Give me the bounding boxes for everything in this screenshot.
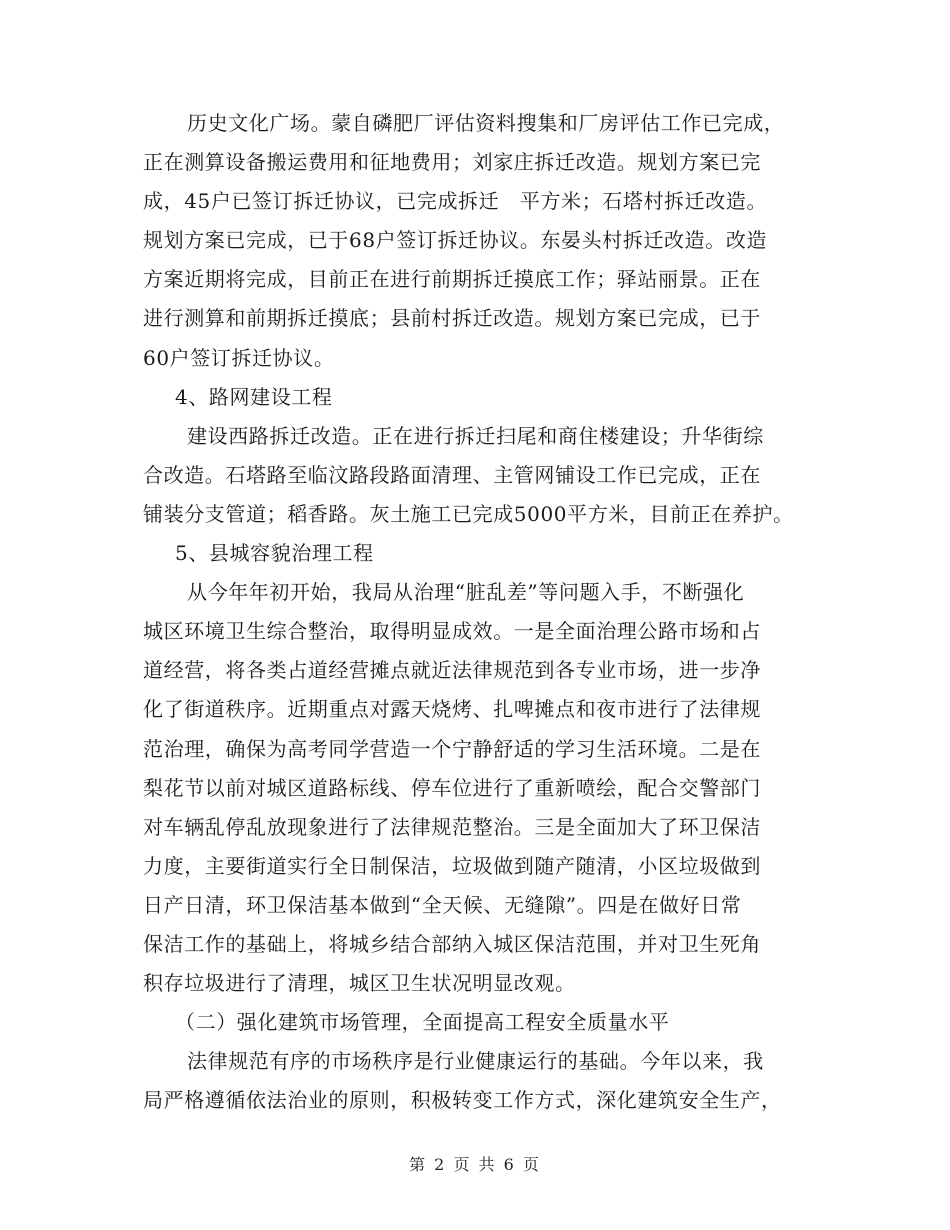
document-body bbox=[143, 104, 809, 1120]
paragraph-line: 保洁工作的基础上，将城乡结合部纳入城区保洁范围，并对卫生死角 bbox=[143, 931, 761, 956]
paragraph-line: 范治理，确保为高考同学营造一个宁静舒适的学习生活环境。二是在 bbox=[143, 736, 761, 761]
paragraph-line: 铺装分支管道；稻香路。灰土施工已完成5000平方米，目前正在养护。 bbox=[143, 501, 794, 526]
paragraph-line: 进行测算和前期拆迁摸底；县前村拆迁改造。规划方案已完成，已于 bbox=[143, 306, 761, 331]
paragraph-line: 局严格遵循依法治业的原则，积极转变工作方式，深化建筑安全生产， bbox=[143, 1088, 782, 1113]
paragraph-line: 成，45户已签订拆迁协议，已完成拆迁 平方米；石塔村拆迁改造。 bbox=[143, 189, 768, 214]
paragraph-line: 从今年年初开始，我局从治理“脏乱差”等问题入手，不断强化 bbox=[187, 580, 745, 605]
paragraph-line: 规划方案已完成，已于68户签订拆迁协议。东晏头村拆迁改造。改造 bbox=[143, 228, 768, 253]
section-heading: （二）强化建筑市场管理，全面提高工程安全质量水平 bbox=[175, 1010, 670, 1035]
paragraph-line: 建设西路拆迁改造。正在进行拆迁扫尾和商住楼建设；升华街综 bbox=[187, 423, 764, 448]
paragraph-line: 法律规范有序的市场秩序是行业健康运行的基础。今年以来，我 bbox=[187, 1049, 764, 1074]
paragraph-line: 城区环境卫生综合整治，取得明显成效。一是全面治理公路市场和占 bbox=[143, 619, 761, 644]
section-heading: 4、路网建设工程 bbox=[175, 384, 333, 409]
section-heading: 5、县城容貌治理工程 bbox=[175, 541, 374, 566]
paragraph-line: 历史文化广场。蒙自磷肥厂评估资料搜集和厂房评估工作已完成， bbox=[187, 111, 785, 135]
paragraph-line: 方案近期将完成，目前正在进行前期拆迁摸底工作；驿站丽景。正在 bbox=[143, 267, 761, 292]
paragraph-line: 梨花节以前对城区道路标线、停车位进行了重新喷绘，配合交警部门 bbox=[143, 775, 761, 800]
paragraph-line: 力度，主要街道实行全日制保洁，垃圾做到随产随清，小区垃圾做到 bbox=[143, 853, 761, 878]
page-number-footer: 第 2 页 共 6 页 bbox=[409, 1155, 541, 1174]
paragraph-line: 合改造。石塔路至临汶路段路面清理、主管网铺设工作已完成，正在 bbox=[143, 462, 761, 487]
paragraph-line: 正在测算设备搬运费用和征地费用；刘家庄拆迁改造。规划方案已完 bbox=[143, 150, 761, 175]
paragraph-line: 60户签订拆迁协议。 bbox=[143, 345, 335, 370]
paragraph-line: 对车辆乱停乱放现象进行了法律规范整治。三是全面加大了环卫保洁 bbox=[143, 814, 761, 839]
paragraph-line: 日产日清，环卫保洁基本做到“全天候、无缝隙”。四是在做好日常 bbox=[143, 892, 742, 917]
paragraph-line: 积存垃圾进行了清理，城区卫生状况明显改观。 bbox=[143, 971, 576, 996]
paragraph-line: 化了街道秩序。近期重点对露天烧烤、扎啤摊点和夜市进行了法律规 bbox=[143, 697, 761, 722]
paragraph-line: 道经营，将各类占道经营摊点就近法律规范到各专业市场，进一步净 bbox=[143, 658, 761, 683]
